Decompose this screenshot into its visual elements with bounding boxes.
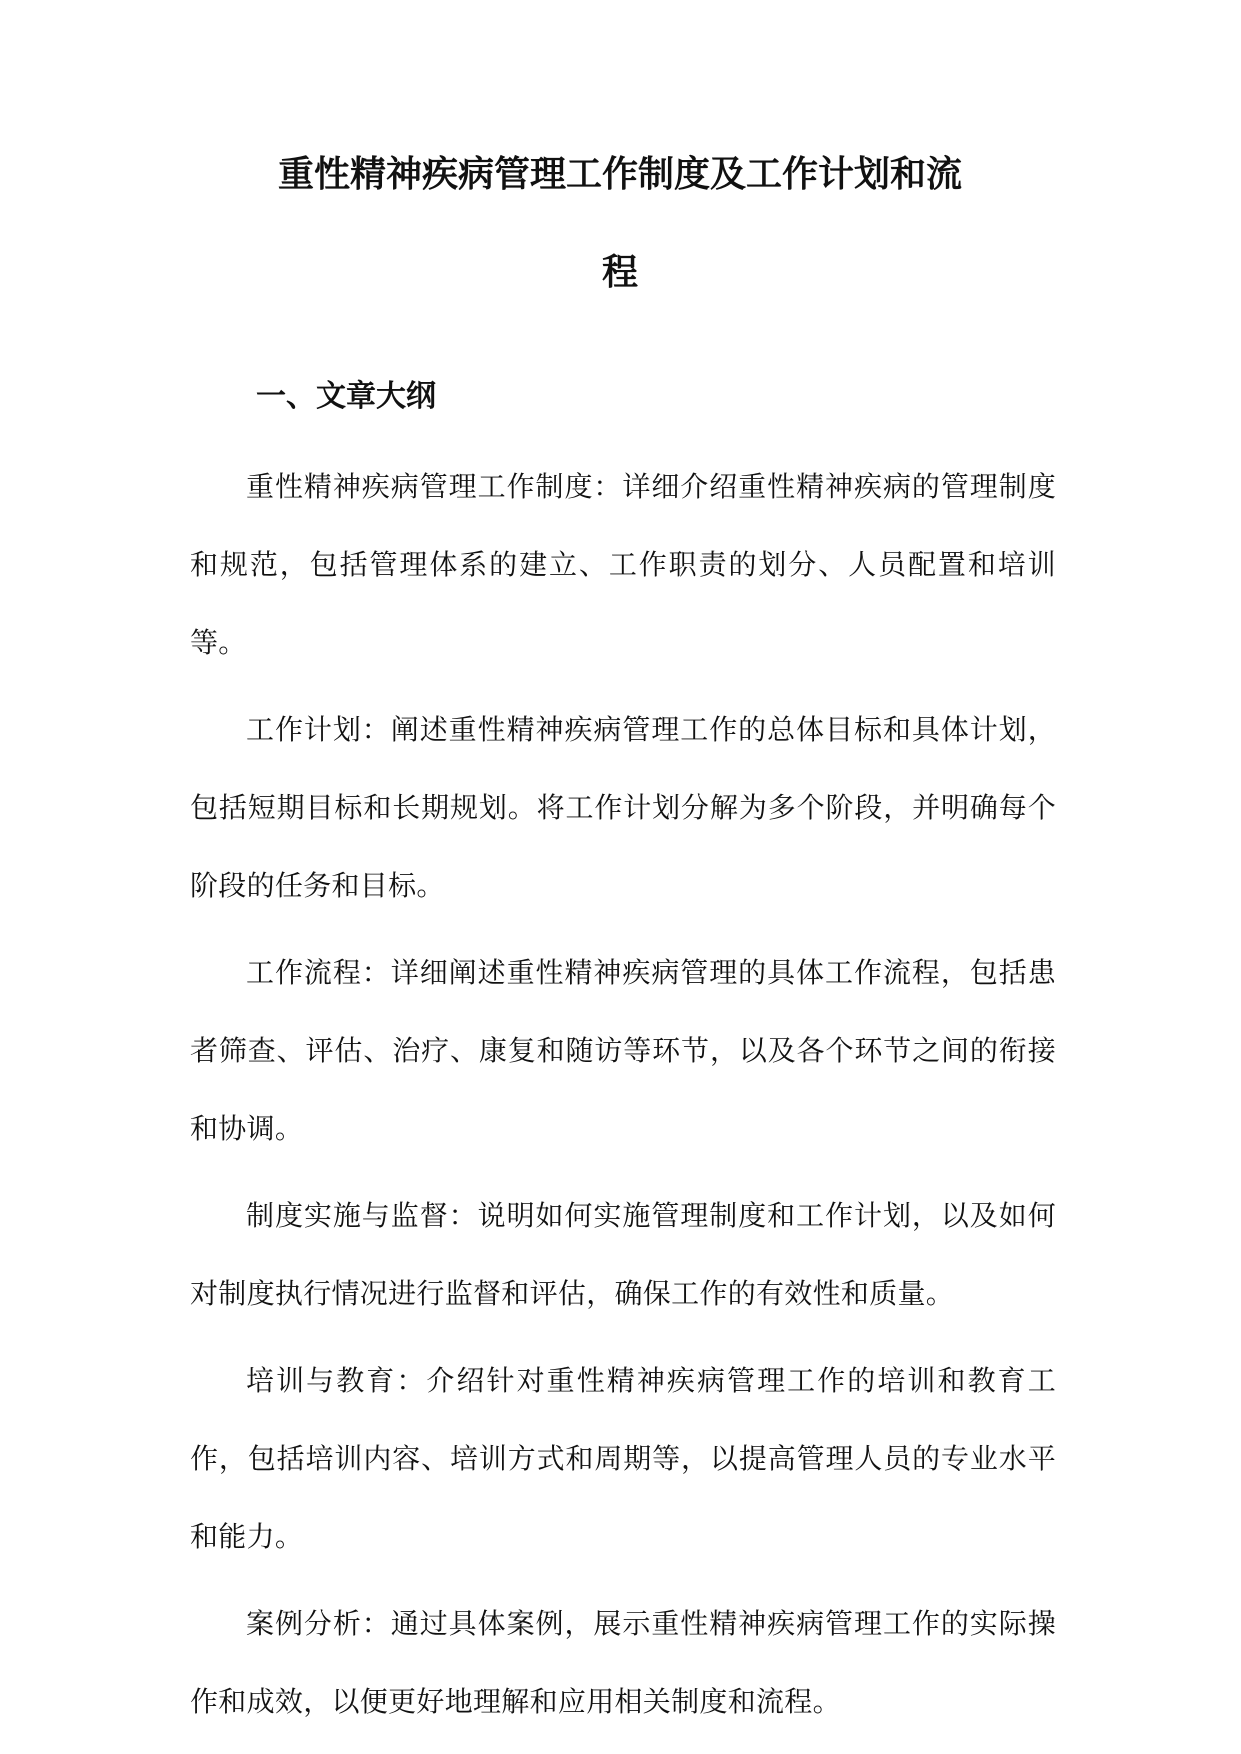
document-title-line-2: 程	[601, 252, 638, 293]
paragraph-case-analysis: 案例分析：通过具体案例，展示重性精神疾病管理工作的实际操作和成效，以便更好地理解和应用相关制度和流程。	[190, 1607, 1056, 1718]
document-body	[190, 448, 1056, 1750]
paragraph-management-system: 重性精神疾病管理工作制度：详细介绍重性精神疾病的管理制度和规范，包括管理体系的建立、工作职责的划分、人员配置和培训等。	[190, 470, 1056, 659]
paragraph-work-plan: 工作计划：阐述重性精神疾病管理工作的总体目标和具体计划，包括短期目标和长期规划。将工作计划分解为多个阶段，并明确每个阶段的任务和目标。	[190, 713, 1056, 902]
section-heading: 一、文章大纲	[256, 379, 436, 414]
paragraph-workflow: 工作流程：详细阐述重性精神疾病管理的具体工作流程，包括患者筛查、评估、治疗、康复和随访等环节，以及各个环节之间的衔接和协调。	[190, 956, 1056, 1145]
document-title-line-1: 重性精神疾病管理工作制度及工作计划和流	[277, 154, 962, 195]
paragraph-implementation-supervision: 制度实施与监督：说明如何实施管理制度和工作计划，以及如何对制度执行情况进行监督和评估，确保工作的有效性和质量。	[190, 1199, 1056, 1310]
paragraph-training-education: 培训与教育：介绍针对重性精神疾病管理工作的培训和教育工作，包括培训内容、培训方式和周期等，以提高管理人员的专业水平和能力。	[190, 1364, 1056, 1553]
